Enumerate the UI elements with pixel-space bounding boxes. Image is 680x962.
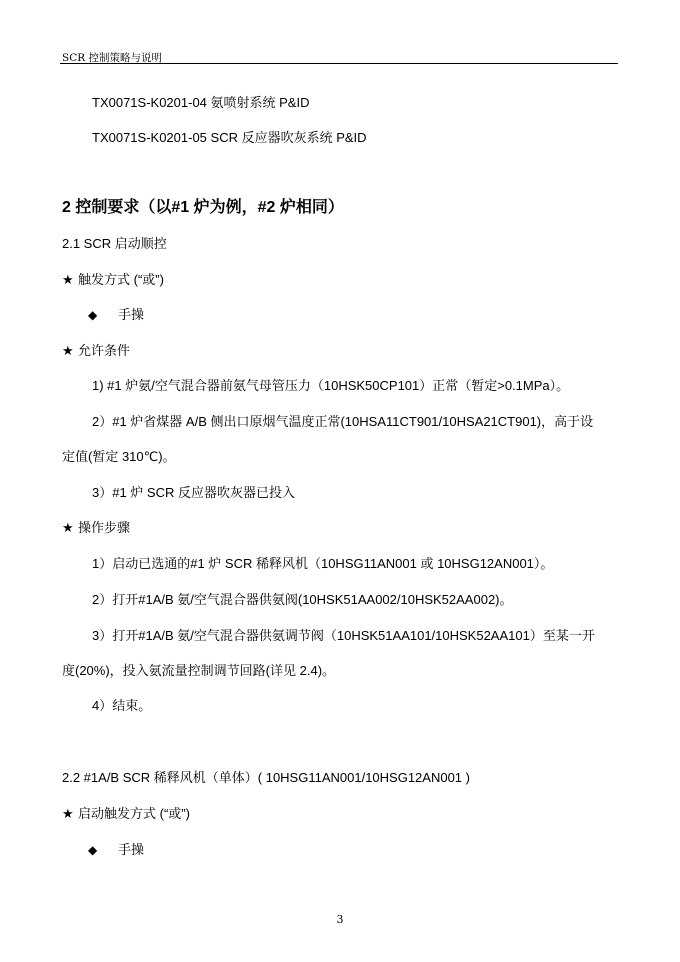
permit-line-1: 1) #1 炉氨/空气混合器前氨气母管压力（10HSK50CP101）正常（暂定>0.1MPa）。 — [92, 378, 570, 393]
page-number: 3 — [336, 913, 344, 926]
permit-line-3: 3）#1 炉 SCR 反应器吹灰器已投入 — [92, 485, 295, 500]
permit-conditions-label: 允许条件 — [78, 343, 131, 358]
trigger-mode-row — [62, 272, 164, 288]
step-line-1: 1）启动已选通的#1 炉 SCR 稀释风机（10HSG11AN001 或 10HSG12AN001）。 — [92, 556, 554, 571]
permit-line-2-cont: 定值(暂定 310℃)。 — [62, 449, 176, 464]
star-bullet-icon: ★ — [62, 520, 74, 535]
star-bullet-icon: ★ — [62, 272, 74, 287]
star-bullet-icon: ★ — [62, 343, 74, 358]
section-2-heading: 2 控制要求（以#1 炉为例，#2 炉相同） — [62, 199, 344, 216]
start-trigger-label: 启动触发方式 (“或”) — [78, 806, 190, 821]
diamond-bullet-icon: ◆ — [88, 843, 98, 857]
section-2-1-heading: 2.1 SCR 启动顺控 — [62, 236, 167, 251]
start-trigger-item-label: 手操 — [118, 842, 145, 857]
start-trigger-item-row — [88, 842, 144, 858]
step-line-3: 3）打开#1A/B 氨/空气混合器供氨调节阀（10HSK51AA101/10HSK52AA101）至某一开 — [92, 628, 595, 643]
operation-steps-label: 操作步骤 — [78, 520, 131, 535]
star-bullet-icon: ★ — [62, 806, 74, 821]
section-2-2-heading: 2.2 #1A/B SCR 稀释风机（单体）( 10HSG11AN001/10HSG12AN001 ) — [62, 770, 470, 785]
reference-line-2: TX0071S-K0201-05 SCR 反应器吹灰系统 P&ID — [92, 130, 367, 145]
trigger-item-row — [88, 307, 144, 323]
step-line-3-cont: 度(20%)，投入氨流量控制调节回路(详见 2.4)。 — [62, 663, 336, 678]
start-trigger-row — [62, 806, 190, 822]
header-rule — [60, 63, 618, 64]
trigger-item-label: 手操 — [118, 307, 145, 322]
trigger-mode-label: 触发方式 (“或”) — [78, 272, 164, 287]
operation-steps-row — [62, 520, 130, 536]
permit-conditions-row — [62, 343, 130, 359]
step-line-2: 2）打开#1A/B 氨/空气混合器供氨阀(10HSK51AA002/10HSK52AA002)。 — [92, 592, 513, 607]
reference-line-1: TX0071S-K0201-04 氨喷射系统 P&ID — [92, 95, 310, 110]
permit-line-2: 2）#1 炉省煤器 A/B 侧出口原烟气温度正常(10HSA11CT901/10HSA21CT901)，高于设 — [92, 414, 594, 429]
running-header: SCR 控制策略与说明 — [62, 52, 162, 64]
diamond-bullet-icon: ◆ — [88, 308, 98, 322]
step-line-4: 4）结束。 — [92, 698, 152, 713]
